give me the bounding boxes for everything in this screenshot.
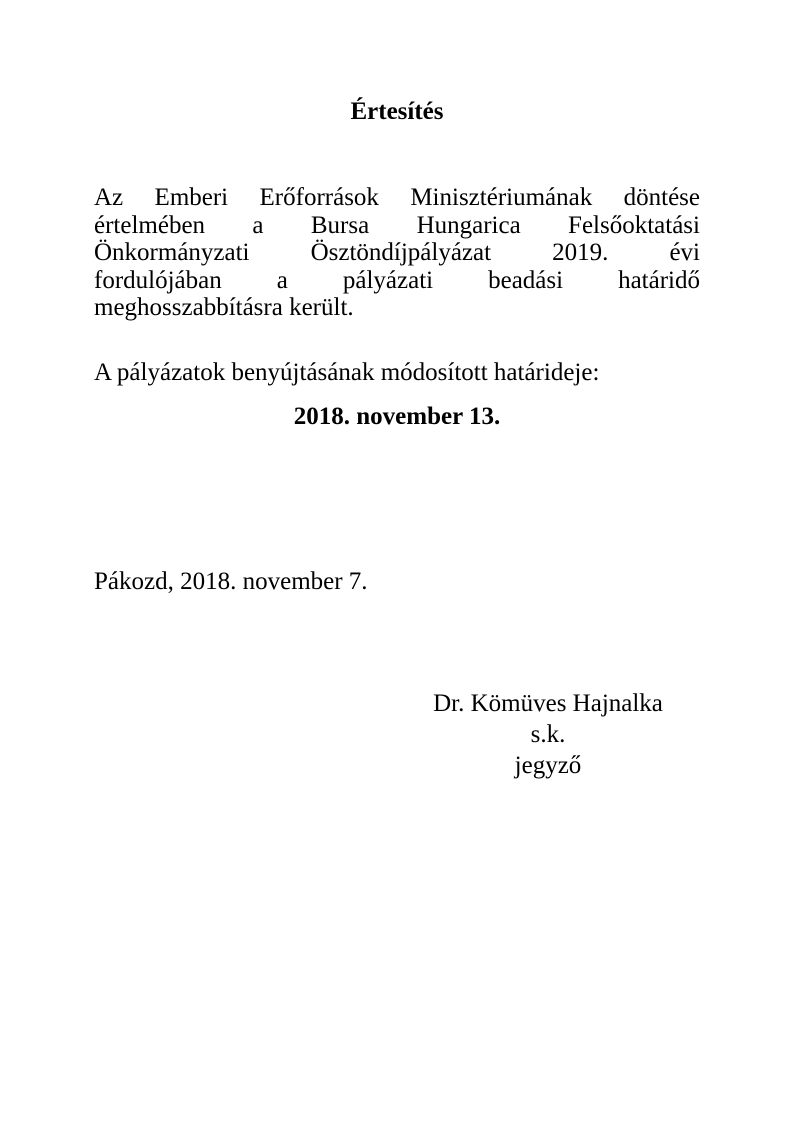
announcement-paragraph [94,184,700,322]
place-and-date: Pákozd, 2018. november 7. [94,568,368,595]
paragraph-line: értelmében a Bursa Hungarica Felsőoktatási [94,211,700,239]
document-title: Értesítés [350,98,444,125]
signatory-name: Dr. Kömüves Hajnalka [433,690,663,717]
paragraph-line: fordulójában a pályázati beadási határidő [94,266,700,294]
paragraph-line: Az Emberi Erőforrások Minisztériumának döntése [94,184,700,211]
signatory-role: jegyző [514,752,582,779]
paragraph-line: Önkormányzati Ösztöndíjpályázat 2019. évi [94,239,700,266]
signature-note: s.k. [530,721,566,748]
paragraph-line: meghosszabbításra került. [94,294,354,321]
deadline-date: 2018. november 13. [293,403,501,430]
signature-block [420,688,676,781]
deadline-label: A pályázatok benyújtásának módosított határideje: [94,359,600,386]
